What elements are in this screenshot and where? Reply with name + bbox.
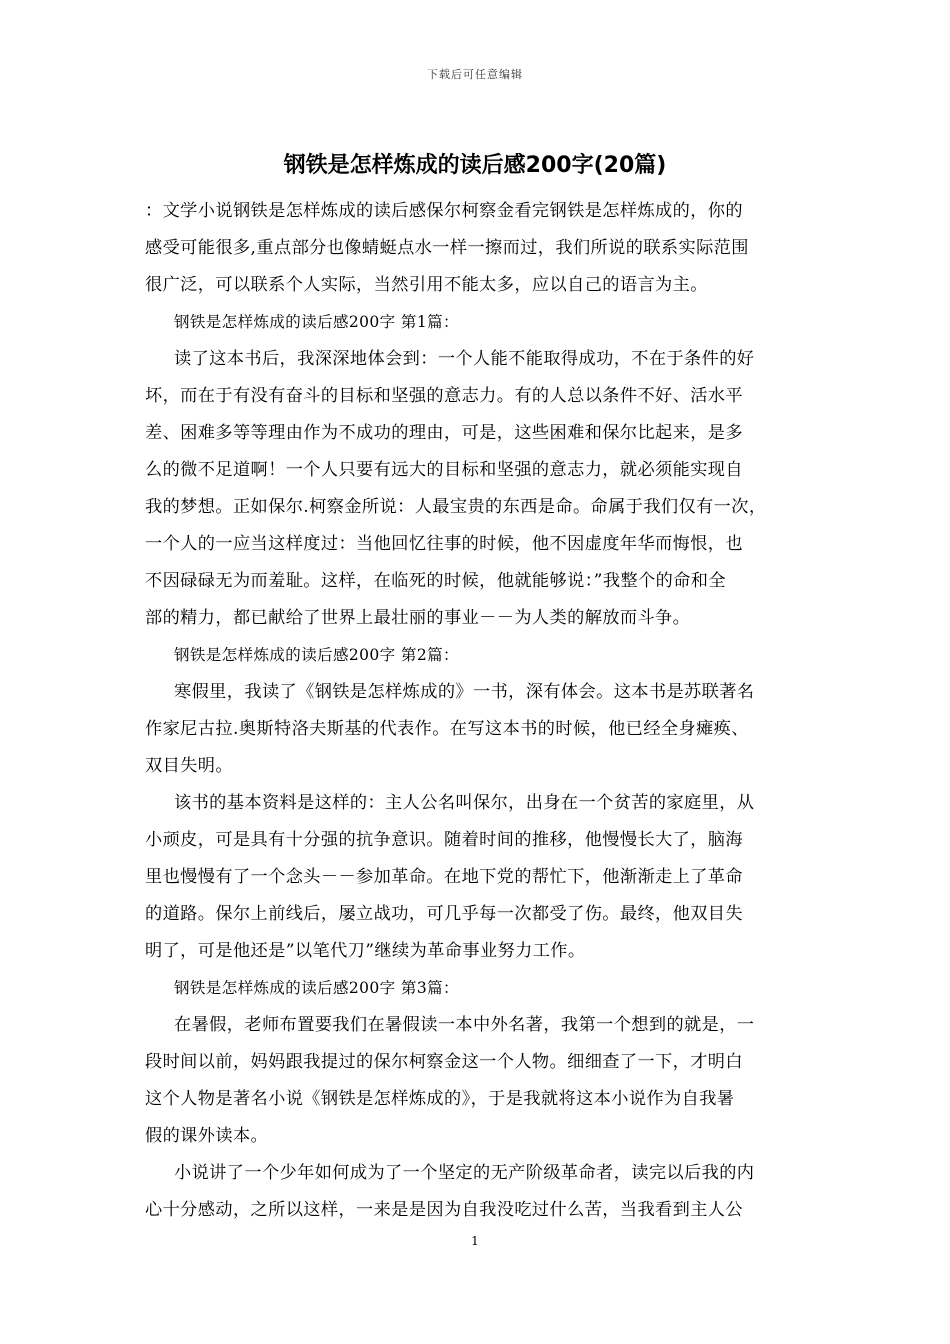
page-number: 1 [471, 1234, 479, 1248]
body-line: 坏，而在于有没有奋斗的目标和坚强的意志力。有的人总以条件不好、活水平 [145, 386, 743, 406]
header-note: 下载后可任意编辑 [427, 68, 523, 81]
document-body [145, 193, 825, 1229]
body-line: 假的课外读本。 [145, 1126, 269, 1146]
paragraph-first-line: 该书的基本资料是这样的：主人公名叫保尔，出身在一个贫苦的家庭里，从 [174, 793, 755, 813]
body-line: 里也慢慢有了一个念头－－参加革命。在地下党的帮忙下，他渐渐走上了革命 [145, 867, 743, 887]
paragraph-first-line: 读了这本书后，我深深地体会到：一个人能不能取得成功，不在于条件的好 [174, 349, 755, 369]
body-line: 感受可能很多,重点部分也像蜻蜓点水一样一擦而过，我们所说的联系实际范围 [145, 238, 749, 258]
paragraph-first-line: 在暑假，老师布置要我们在暑假读一本中外名著，我第一个想到的就是，一 [174, 1015, 755, 1035]
body-line: 不因碌碌无为而羞耻。这样，在临死的时候，他就能够说：”我整个的命和全 [145, 571, 726, 591]
section-heading: 钢铁是怎样炼成的读后感200字 第3篇： [174, 979, 459, 997]
body-line: 部的精力，都已献给了世界上最壮丽的事业－－为人类的解放而斗争。 [145, 608, 691, 628]
body-line: 差、困难多等等理由作为不成功的理由，可是，这些困难和保尔比起来，是多 [145, 423, 743, 443]
body-line: 作家尼古拉.奥斯特洛夫斯基的代表作。在写这本书的时候，他已经全身瘫痪、 [145, 719, 749, 739]
section-heading: 钢铁是怎样炼成的读后感200字 第1篇： [174, 313, 459, 331]
body-line: 一个人的一应当这样度过：当他回忆往事的时候，他不因虚度年华而悔恨，也 [145, 534, 743, 554]
body-line: 这个人物是著名小说《钢铁是怎样炼成的》，于是我就将这本小说作为自我暑 [145, 1089, 735, 1109]
paragraph-first-line: 寒假里，我读了《钢铁是怎样炼成的》一书，深有体会。这本书是苏联著名 [174, 682, 755, 702]
section-heading: 钢铁是怎样炼成的读后感200字 第2篇： [174, 646, 459, 664]
body-line: 双目失明。 [145, 756, 233, 776]
body-line: 我的梦想。正如保尔.柯察金所说：人最宝贵的东西是命。命属于我们仅有一次， [145, 497, 767, 517]
paragraph-first-line: 小说讲了一个少年如何成为了一个坚定的无产阶级革命者，读完以后我的内 [174, 1163, 755, 1183]
body-line: 小顽皮，可是具有十分强的抗争意识。随着时间的推移，他慢慢长大了，脑海 [145, 830, 743, 850]
body-line: 明了，可是他还是”以笔代刀”继续为革命事业努力工作。 [145, 941, 586, 961]
body-line: 很广泛，可以联系个人实际，当然引用不能太多，应以自己的语言为主。 [145, 275, 708, 295]
document-title: 钢铁是怎样炼成的读后感200字(20篇) [283, 153, 667, 178]
body-line: ：文学小说钢铁是怎样炼成的读后感保尔柯察金看完钢铁是怎样炼成的，你的 [145, 201, 743, 221]
body-line: 段时间以前，妈妈跟我提过的保尔柯察金这一个人物。细细查了一下，才明白 [145, 1052, 743, 1072]
body-line: 的道路。保尔上前线后，屡立战功，可几乎每一次都受了伤。最终，他双目失 [145, 904, 743, 924]
body-line: 心十分感动，之所以这样，一来是是因为自我没吃过什么苦，当我看到主人公 [145, 1200, 743, 1220]
body-line: 么的微不足道啊！一个人只要有远大的目标和坚强的意志力，就必须能实现自 [145, 460, 743, 480]
